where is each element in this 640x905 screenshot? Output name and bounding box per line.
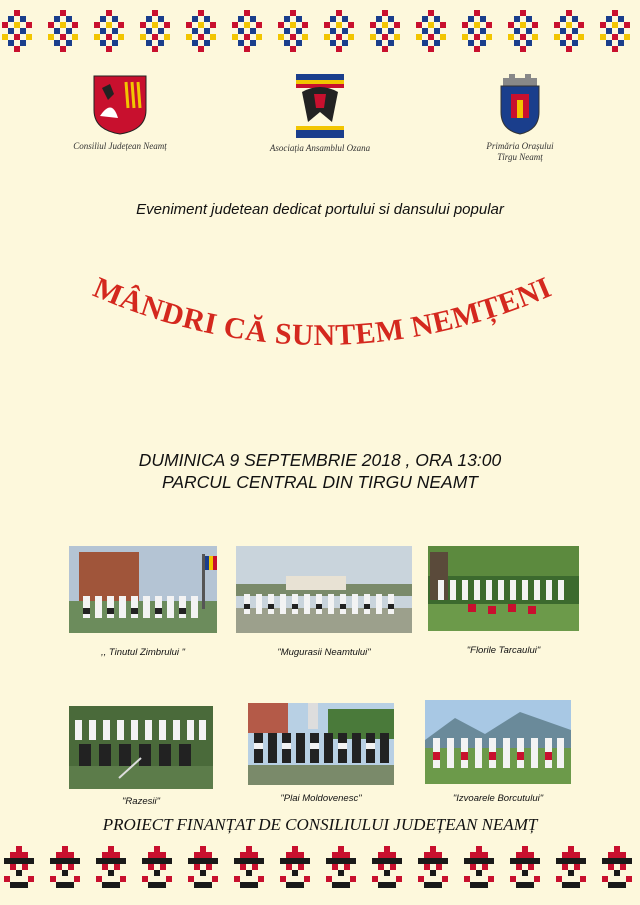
logo-caption-line2: Tîrgu Neamț bbox=[497, 152, 543, 162]
photo-florile-tarcaului bbox=[428, 546, 579, 631]
event-subtitle: Eveniment judetean dedicat portului si dansului popular bbox=[136, 201, 504, 218]
logo-caption-line1: Primăria Orașului bbox=[486, 141, 554, 151]
event-location: PARCUL CENTRAL DIN TIRGU NEAMT bbox=[161, 472, 479, 492]
caption-razesii: "Razesii" bbox=[122, 796, 160, 807]
logo-primaria-tirgu-neamt bbox=[460, 74, 580, 163]
event-date: DUMINICA 9 SEPTEMBRIE 2018 , ORA 13:00 bbox=[138, 450, 502, 470]
footer-funding-note: PROIECT FINANȚAT DE CONSILIULUI JUDEȚEAN NEAMȚ bbox=[102, 815, 538, 834]
photo-plai-moldovenesc bbox=[248, 703, 394, 785]
logo-ansamblul-ozana bbox=[260, 74, 380, 154]
caption-tinutul-zimbrului: ,, Tinutul Zimbrului " bbox=[100, 647, 186, 658]
main-title-text: MÂNDRI CĂ SUNTEM NEMȚENI bbox=[88, 270, 557, 353]
photo-razesii bbox=[69, 706, 213, 789]
caption-plai-moldovenesc: "Plai Moldovenesc" bbox=[280, 793, 362, 804]
embroidery-top-band bbox=[0, 10, 640, 52]
photo-izvoarele-borcutului bbox=[425, 700, 571, 784]
caption-izvoarele-borcutului: "Izvoarele Borcutului" bbox=[452, 793, 544, 804]
coat-of-arms-neamt-county-icon bbox=[92, 74, 148, 136]
photo-mugurasii-neamtului bbox=[236, 546, 412, 633]
logo-consiliul-judetean bbox=[60, 74, 180, 152]
main-title bbox=[0, 255, 640, 385]
embroidery-bottom-band bbox=[0, 846, 640, 890]
logo-caption: Asociația Ansamblul Ozana bbox=[269, 143, 371, 153]
coat-of-arms-tirgu-neamt-icon bbox=[497, 74, 543, 136]
caption-mugurasii-neamtului: "Mugurasii Neamtului" bbox=[277, 647, 371, 658]
logo-caption: Consiliul Județean Neamț bbox=[73, 141, 167, 151]
ozana-emblem-icon bbox=[294, 74, 346, 138]
photo-tinutul-zimbrului bbox=[69, 546, 217, 633]
caption-florile-tarcaului: "Florile Tarcaului" bbox=[466, 645, 541, 656]
svg-text:MÂNDRI CĂ SUNTEM NEMȚENI bbox=[89, 271, 557, 352]
